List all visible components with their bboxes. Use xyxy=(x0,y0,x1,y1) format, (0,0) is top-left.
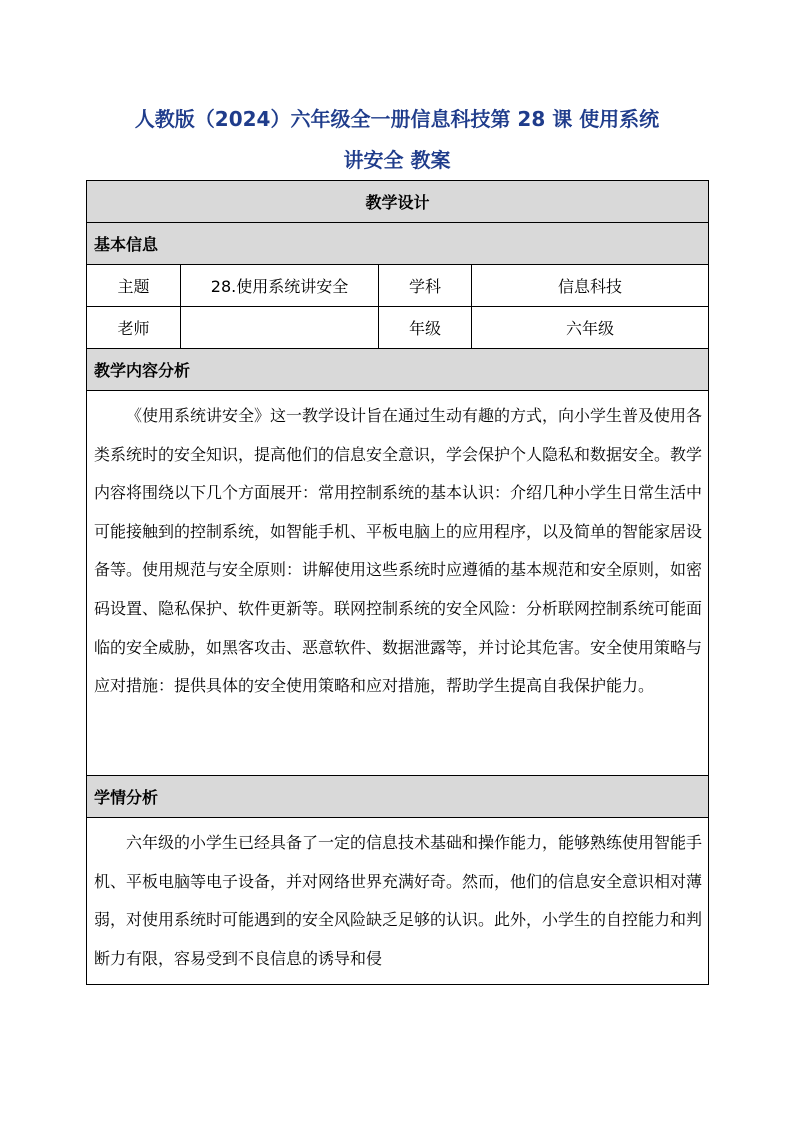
student-analysis-cell xyxy=(87,818,709,985)
topic-value: 28.使用系统讲安全 xyxy=(181,265,379,307)
student-analysis-text: 六年级的小学生已经具备了一定的信息技术基础和操作能力，能够熟练使用智能手机、平板电脑等电子设备，并对网络世界充满好奇。然而，他们的信息安全意识相对薄弱，对使用系统时可能遇到的安全风险缺乏足够的认识。此外，小学生的自控能力和判断力有限，容易受到不良信息的诱导和侵 xyxy=(94,833,703,968)
teaching-design-header: 教学设计 xyxy=(87,181,709,223)
subject-value: 信息科技 xyxy=(472,265,709,307)
lesson-plan-table xyxy=(86,180,709,985)
document-title-line-2: 讲安全 教案 xyxy=(343,148,451,172)
teacher-value xyxy=(181,307,379,349)
student-analysis-section-title: 学情分析 xyxy=(87,776,709,818)
subject-label: 学科 xyxy=(379,265,472,307)
grade-value: 六年级 xyxy=(472,307,709,349)
basic-info-section-title: 基本信息 xyxy=(87,223,709,265)
topic-label: 主题 xyxy=(87,265,181,307)
document-title-line-1: 人教版（2024）六年级全一册信息科技第 28 课 使用系统 xyxy=(134,107,660,131)
teacher-label: 老师 xyxy=(87,307,181,349)
grade-label: 年级 xyxy=(379,307,472,349)
content-analysis-cell xyxy=(87,391,709,776)
content-analysis-section-title: 教学内容分析 xyxy=(87,349,709,391)
content-analysis-text: 《使用系统讲安全》这一教学设计旨在通过生动有趣的方式，向小学生普及使用各类系统时的安全知识，提高他们的信息安全意识，学会保护个人隐私和数据安全。教学内容将围绕以下几个方面展开：常用控制系统的基本认识：介绍几种小学生日常生活中可能接触到的控制系统，如智能手机、平板电脑上的应用程序，以及简单的智能家居设备等。使用规范与安全原则：讲解使用这些系统时应遵循的基本规范和安全原则，如密码设置、隐私保护、软件更新等。联网控制系统的安全风险：分析联网控制系统可能面临的安全威胁，如黑客攻击、恶意软件、数据泄露等，并讨论其危害。安全使用策略与应对措施：提供具体的安全使用策略和应对措施，帮助学生提高自我保护能力。 xyxy=(94,406,703,696)
